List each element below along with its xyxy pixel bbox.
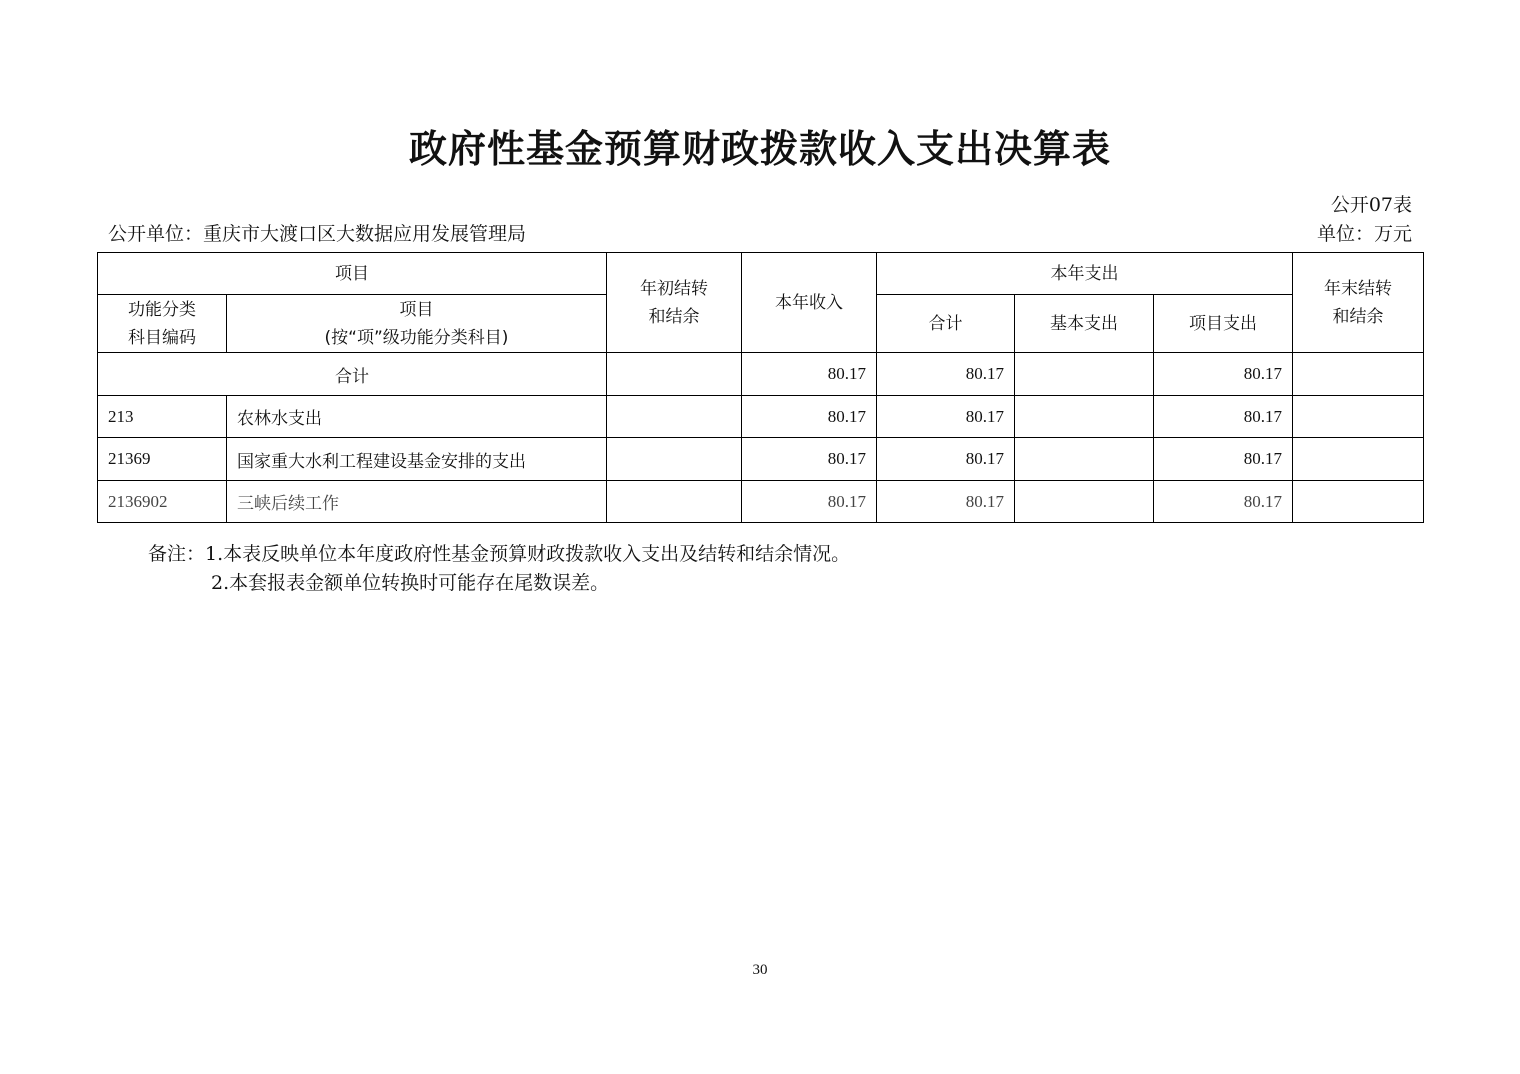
page-title: 政府性基金预算财政拨款收入支出决算表 bbox=[408, 127, 1111, 171]
total-row bbox=[98, 353, 1424, 396]
header-exp-project: 项目支出 bbox=[1154, 295, 1293, 353]
notes bbox=[148, 540, 850, 598]
header-code-line1: 功能分类 bbox=[128, 299, 196, 320]
organization-label: 公开单位：重庆市大渡口区大数据应用发展管理局 bbox=[108, 223, 527, 245]
header-code-line2: 科目编码 bbox=[128, 327, 196, 348]
row-exp-project: 80.17 bbox=[1154, 396, 1293, 438]
row-end bbox=[1293, 438, 1424, 481]
row-income: 80.17 bbox=[742, 438, 877, 481]
row-name: 三峡后续工作 bbox=[227, 481, 607, 523]
row-code: 21369 bbox=[98, 438, 227, 481]
note-line-2: 2.本套报表金额单位转换时可能存在尾数误差。 bbox=[211, 572, 610, 594]
page-number: 30 bbox=[752, 962, 768, 978]
total-income: 80.17 bbox=[742, 353, 877, 396]
row-end bbox=[1293, 396, 1424, 438]
row-income: 80.17 bbox=[742, 396, 877, 438]
header-begin-balance bbox=[607, 253, 742, 353]
row-begin bbox=[607, 396, 742, 438]
table-row bbox=[98, 481, 1424, 523]
row-exp-basic bbox=[1015, 438, 1154, 481]
header-end-line2: 和结余 bbox=[1332, 306, 1384, 327]
row-begin bbox=[607, 438, 742, 481]
total-label: 合计 bbox=[98, 353, 607, 396]
header-end-balance bbox=[1293, 253, 1424, 353]
note-line-1: 备注：1.本表反映单位本年度政府性基金预算财政拨款收入支出及结转和结余情况。 bbox=[148, 543, 851, 565]
row-exp-project: 80.17 bbox=[1154, 481, 1293, 523]
total-exp-total: 80.17 bbox=[877, 353, 1015, 396]
row-begin bbox=[607, 481, 742, 523]
header-exp-total: 合计 bbox=[877, 295, 1015, 353]
header-begin-line1: 年初结转 bbox=[640, 278, 708, 299]
header-end-line1: 年末结转 bbox=[1324, 278, 1393, 299]
row-exp-basic bbox=[1015, 396, 1154, 438]
header-item-line1: 项目 bbox=[399, 299, 434, 320]
budget-table bbox=[97, 252, 1424, 523]
row-exp-basic bbox=[1015, 481, 1154, 523]
total-exp-project: 80.17 bbox=[1154, 353, 1293, 396]
total-end bbox=[1293, 353, 1424, 396]
total-exp-basic bbox=[1015, 353, 1154, 396]
row-exp-total: 80.17 bbox=[877, 481, 1015, 523]
header-item-line2: (按“项”级功能分类科目) bbox=[324, 327, 509, 348]
header-code bbox=[98, 295, 227, 353]
header-begin-line2: 和结余 bbox=[648, 306, 700, 327]
total-begin bbox=[607, 353, 742, 396]
row-exp-project: 80.17 bbox=[1154, 438, 1293, 481]
row-income: 80.17 bbox=[742, 481, 877, 523]
row-exp-total: 80.17 bbox=[877, 438, 1015, 481]
header-exp-basic: 基本支出 bbox=[1015, 295, 1154, 353]
header-project-group: 项目 bbox=[98, 253, 607, 295]
row-code: 213 bbox=[98, 396, 227, 438]
header-income: 本年收入 bbox=[742, 253, 877, 353]
unit-label: 单位：万元 bbox=[1316, 223, 1412, 245]
table-row bbox=[98, 438, 1424, 481]
table-number: 公开07表 bbox=[1330, 194, 1412, 216]
header-item bbox=[227, 295, 607, 353]
header-expense-group: 本年支出 bbox=[877, 253, 1293, 295]
table-row bbox=[98, 396, 1424, 438]
row-code: 2136902 bbox=[98, 481, 227, 523]
row-end bbox=[1293, 481, 1424, 523]
row-exp-total: 80.17 bbox=[877, 396, 1015, 438]
row-name: 国家重大水利工程建设基金安排的支出 bbox=[227, 438, 607, 481]
row-name: 农林水支出 bbox=[227, 396, 607, 438]
